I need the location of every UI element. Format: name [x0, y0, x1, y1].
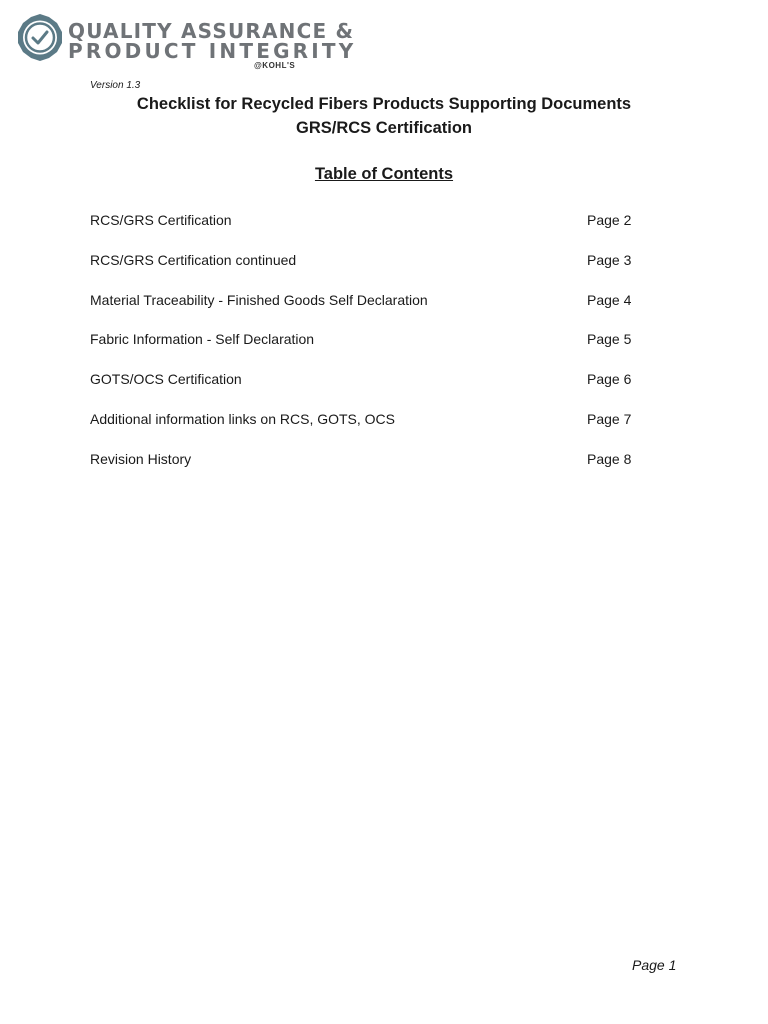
toc-entry-label: Revision History [90, 451, 192, 467]
toc-entry-label: GOTS/OCS Certification [90, 371, 242, 387]
checkmark-badge-icon [16, 13, 64, 63]
toc-entry-label: Additional information links on RCS, GOTS, OCS [90, 411, 396, 427]
kohls-brand-mark: @KOHL'S [254, 61, 296, 70]
document-subtitle: GRS/RCS Certification [295, 119, 473, 137]
logo-text-line1: QUALITY ASSURANCE & [68, 19, 355, 43]
logo-text-line2: PRODUCT INTEGRITY [68, 39, 357, 63]
toc-entry[interactable] [90, 331, 650, 351]
qa-logo [16, 13, 357, 73]
version-label: Version 1.3 [90, 80, 141, 91]
toc-entry[interactable] [90, 451, 650, 471]
toc-entry[interactable] [90, 212, 650, 232]
toc-entry-page: Page 2 [587, 212, 632, 228]
toc-entry-page: Page 5 [587, 331, 632, 347]
document-title: Checklist for Recycled Fibers Products Supporting Documents [136, 95, 632, 113]
toc-entry-page: Page 4 [587, 292, 632, 308]
toc-entry-label: RCS/GRS Certification [90, 212, 232, 228]
toc-entry-label: RCS/GRS Certification continued [90, 252, 297, 268]
toc-entry[interactable] [90, 411, 650, 431]
page-number: Page 1 [632, 957, 677, 973]
toc-entry-page: Page 3 [587, 252, 632, 268]
toc-entry-label: Fabric Information - Self Declaration [90, 331, 315, 347]
toc-entry-page: Page 8 [587, 451, 632, 467]
toc-entry[interactable] [90, 292, 650, 312]
toc-entry[interactable] [90, 252, 650, 272]
toc-entry-page: Page 7 [587, 411, 632, 427]
toc-entry[interactable] [90, 371, 650, 391]
toc-entry-label: Material Traceability - Finished Goods Self Declaration [90, 292, 428, 308]
toc-heading: Table of Contents [314, 165, 454, 183]
toc-entry-page: Page 6 [587, 371, 632, 387]
